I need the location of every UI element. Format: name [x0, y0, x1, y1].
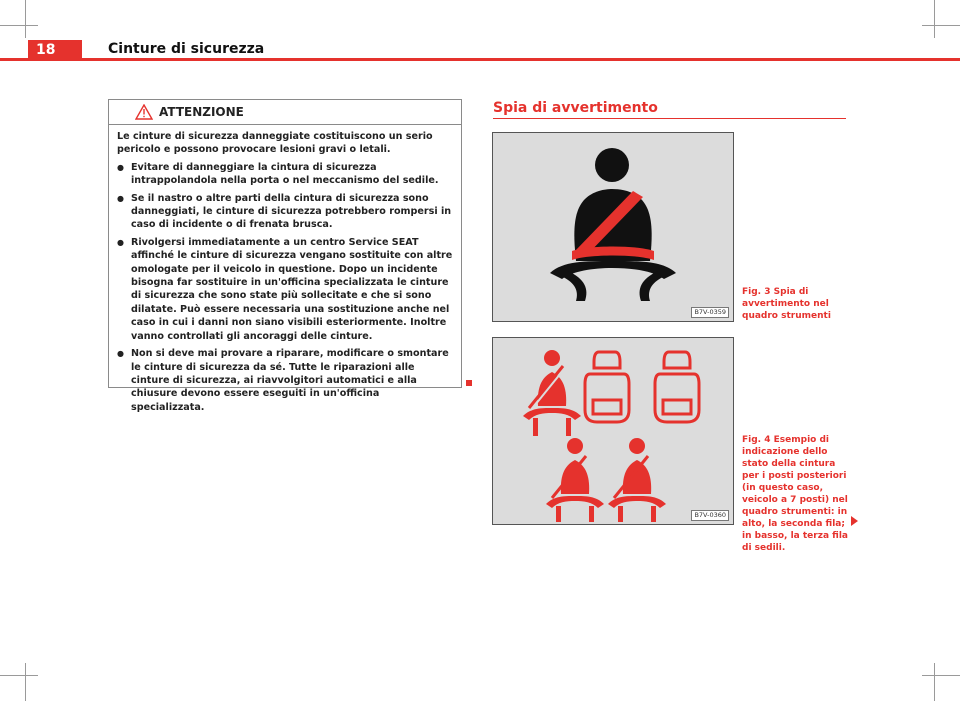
- warning-title: ATTENZIONE: [159, 105, 244, 119]
- continue-arrow-icon: [851, 516, 858, 526]
- figure-caption-text: Spia di avvertimento nel quadro strumenti: [742, 287, 831, 321]
- figure-code: B7V-0359: [691, 307, 729, 318]
- belted-seat-icon: [608, 438, 666, 522]
- crop-mark: [25, 0, 26, 38]
- empty-seat-icon: [655, 352, 699, 422]
- crop-mark: [922, 25, 960, 26]
- belted-seat-icon: [546, 438, 604, 522]
- warning-intro: Le cinture di sicurezza danneggiate costituiscono un serio pericolo e possono provocare lesioni gravi o letali.: [117, 131, 433, 156]
- figure-3-caption: [742, 286, 852, 322]
- figure-label: Fig. 3: [742, 287, 771, 297]
- belted-seat-icon: [523, 350, 581, 436]
- crop-mark: [934, 0, 935, 38]
- empty-seat-icon: [585, 352, 629, 422]
- end-of-section-marker: [466, 380, 472, 386]
- section-underline: [493, 118, 846, 119]
- figure-4: [492, 337, 734, 525]
- warning-box: [108, 99, 462, 413]
- rear-seat-status-icons: [493, 338, 734, 525]
- crop-mark: [0, 675, 38, 676]
- warning-bullet: ● Non si deve mai provare a riparare, modificare o smontare le cinture di sicurezza da sé. Tutte le riparazioni alle cinture di sicurezza, ai riavvolgitori automatici e alla chiusure devono essere eseguiti in un'officina specializzata.: [117, 347, 453, 414]
- warning-header: [109, 100, 461, 125]
- warning-triangle-icon: [135, 104, 153, 120]
- crop-mark: [25, 663, 26, 701]
- chapter-title: Cinture di sicurezza: [108, 41, 265, 57]
- figure-code: B7V-0360: [691, 510, 729, 521]
- crop-mark: [922, 675, 960, 676]
- header-rule: [0, 58, 960, 61]
- warning-bullet: ● Evitare di danneggiare la cintura di sicurezza intrappolandola nella porta o nel meccanismo del sedile.: [117, 161, 453, 188]
- figure-label: Fig. 4: [742, 435, 771, 445]
- figure-caption-text: Esempio di indicazione dello stato della cintura per i posti posteriori (in questo caso, veicolo a 7 posti) nel quadro strumenti: in alto, la seconda fila; in basso, la terza fila di sedili.: [742, 435, 849, 553]
- warning-bullet: ● Rivolgersi immediatamente a un centro Service SEAT affinché le cinture di sicurezza vengano sostituite con altre omologate per il veicolo in questione. Dopo un incidente bisogna far sostituire in un'officina specializzata le cinture di sicurezza che sono state più sollecitate e che si sono dilatate. Può essere necessaria una sostituzione anche nel caso in cui i danni non siano visibili esteriormente. Inoltre vanno controllati gli ancoraggi delle cinture.: [117, 236, 453, 343]
- page-number: 18: [36, 42, 56, 58]
- figure-3: [492, 132, 734, 322]
- crop-mark: [934, 663, 935, 701]
- section-title: Spia di avvertimento: [493, 100, 658, 116]
- figure-4-caption: [742, 434, 852, 554]
- warning-body: [109, 125, 461, 414]
- seatbelt-warning-icon: [493, 133, 734, 322]
- crop-mark: [0, 25, 38, 26]
- warning-bullet: ● Se il nastro o altre parti della cintura di sicurezza sono danneggiati, le cinture di sicurezza potrebbero rompersi in caso di incidente o di frenata brusca.: [117, 192, 453, 232]
